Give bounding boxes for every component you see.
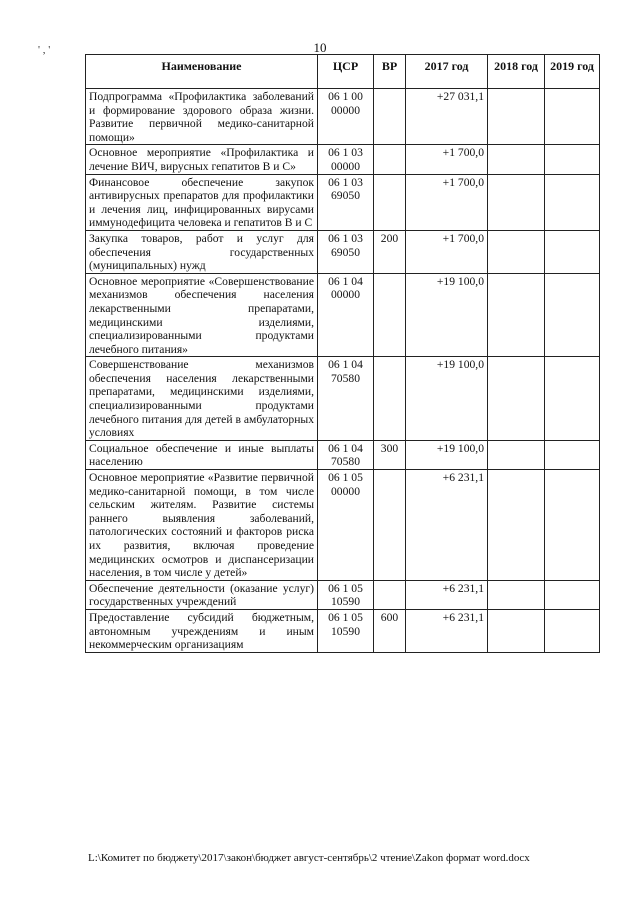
row-vr-cell: 300 [374,440,406,469]
row-2018-cell [488,357,545,441]
row-csr-cell: 06 1 00 00000 [318,89,374,145]
row-csr-cell: 06 1 03 69050 [318,230,374,273]
row-vr-cell [374,89,406,145]
table-row [86,230,600,273]
table-header-row [86,55,600,89]
row-2019-cell [545,609,600,652]
row-csr-cell: 06 1 05 10590 [318,609,374,652]
row-2019-cell [545,174,600,230]
header-name: Наименование [86,55,318,89]
row-vr-cell [374,580,406,609]
row-2017-cell: +19 100,0 [406,440,488,469]
row-csr-cell: 06 1 05 10590 [318,580,374,609]
table-body [86,89,600,653]
row-name-cell: Обеспечение деятельности (оказание услуг) государственных учреждений [86,580,318,609]
row-name-cell: Закупка товаров, работ и услуг для обеспечения государственных (муниципальных) нужд [86,230,318,273]
row-2018-cell [488,89,545,145]
row-2018-cell [488,440,545,469]
row-2018-cell [488,230,545,273]
row-2019-cell [545,230,600,273]
row-2018-cell [488,609,545,652]
table-row [86,609,600,652]
row-csr-cell: 06 1 03 00000 [318,145,374,174]
table-row [86,440,600,469]
table-row [86,89,600,145]
row-csr-cell: 06 1 04 00000 [318,273,374,357]
row-vr-cell [374,145,406,174]
row-2017-cell: +19 100,0 [406,273,488,357]
header-2017: 2017 год [406,55,488,89]
row-2017-cell: +1 700,0 [406,174,488,230]
row-name-cell: Подпрограмма «Профилактика заболеваний и формирование здорового образа жизни. Развитие первичной медико-санитарной помощи» [86,89,318,145]
row-2017-cell: +1 700,0 [406,145,488,174]
row-2019-cell [545,145,600,174]
row-csr-cell: 06 1 03 69050 [318,174,374,230]
row-2018-cell [488,470,545,581]
row-2019-cell [545,440,600,469]
row-2018-cell [488,145,545,174]
table-row [86,174,600,230]
table-row [86,145,600,174]
row-2018-cell [488,273,545,357]
row-csr-cell: 06 1 04 70580 [318,440,374,469]
header-vr: ВР [374,55,406,89]
row-2019-cell [545,580,600,609]
row-name-cell: Социальное обеспечение и иные выплаты населению [86,440,318,469]
header-2018: 2018 год [488,55,545,89]
table-row [86,357,600,441]
footer-file-path: L:\Комитет по бюджету\2017\закон\бюджет август-сентябрь\2 чтение\Zakon формат word.docx [88,852,530,864]
table-row [86,273,600,357]
row-vr-cell: 200 [374,230,406,273]
row-2017-cell: +6 231,1 [406,470,488,581]
row-2017-cell: +1 700,0 [406,230,488,273]
header-2019: 2019 год [545,55,600,89]
row-vr-cell: 600 [374,609,406,652]
table-row [86,470,600,581]
row-2017-cell: +6 231,1 [406,609,488,652]
row-name-cell: Основное мероприятие «Совершенствование механизмов обеспечения населения лекарственными препаратами, медицинскими изделиями, специализированными продуктами лечебного питания» [86,273,318,357]
table-row [86,580,600,609]
row-2019-cell [545,89,600,145]
row-2017-cell: +6 231,1 [406,580,488,609]
row-csr-cell: 06 1 05 00000 [318,470,374,581]
row-name-cell: Основное мероприятие «Профилактика и лечение ВИЧ, вирусных гепатитов В и С» [86,145,318,174]
row-2017-cell: +19 100,0 [406,357,488,441]
row-csr-cell: 06 1 04 70580 [318,357,374,441]
row-2019-cell [545,273,600,357]
row-2019-cell [545,470,600,581]
row-2017-cell: +27 031,1 [406,89,488,145]
row-2019-cell [545,357,600,441]
row-vr-cell [374,470,406,581]
row-vr-cell [374,174,406,230]
row-name-cell: Финансовое обеспечение закупок антивирусных препаратов для профилактики и лечения лиц, инфицированных вирусами иммунодефицита человека и гепатитов В и С [86,174,318,230]
row-name-cell: Совершенствование механизмов обеспечения населения лекарственными препаратами, медицинскими изделиями, специализированными продуктами лечебного питания для детей в амбулаторных условиях [86,357,318,441]
budget-table [85,54,600,653]
row-name-cell: Основное мероприятие «Развитие первичной медико-санитарной помощи, в том числе сельским жителям. Развитие системы раннего выявления заболеваний, патологических состояний и факторов риска их развития, включая проведение медицинских осмотров и диспансеризации населения, в том числе у детей» [86,470,318,581]
row-name-cell: Предоставление субсидий бюджетным, автономным учреждениям и иным некоммерческим организациям [86,609,318,652]
header-csr: ЦСР [318,55,374,89]
row-2018-cell [488,580,545,609]
row-vr-cell [374,357,406,441]
row-2018-cell [488,174,545,230]
page-number: 10 [313,40,327,55]
margin-marks: ' , ' [38,44,51,56]
row-vr-cell [374,273,406,357]
